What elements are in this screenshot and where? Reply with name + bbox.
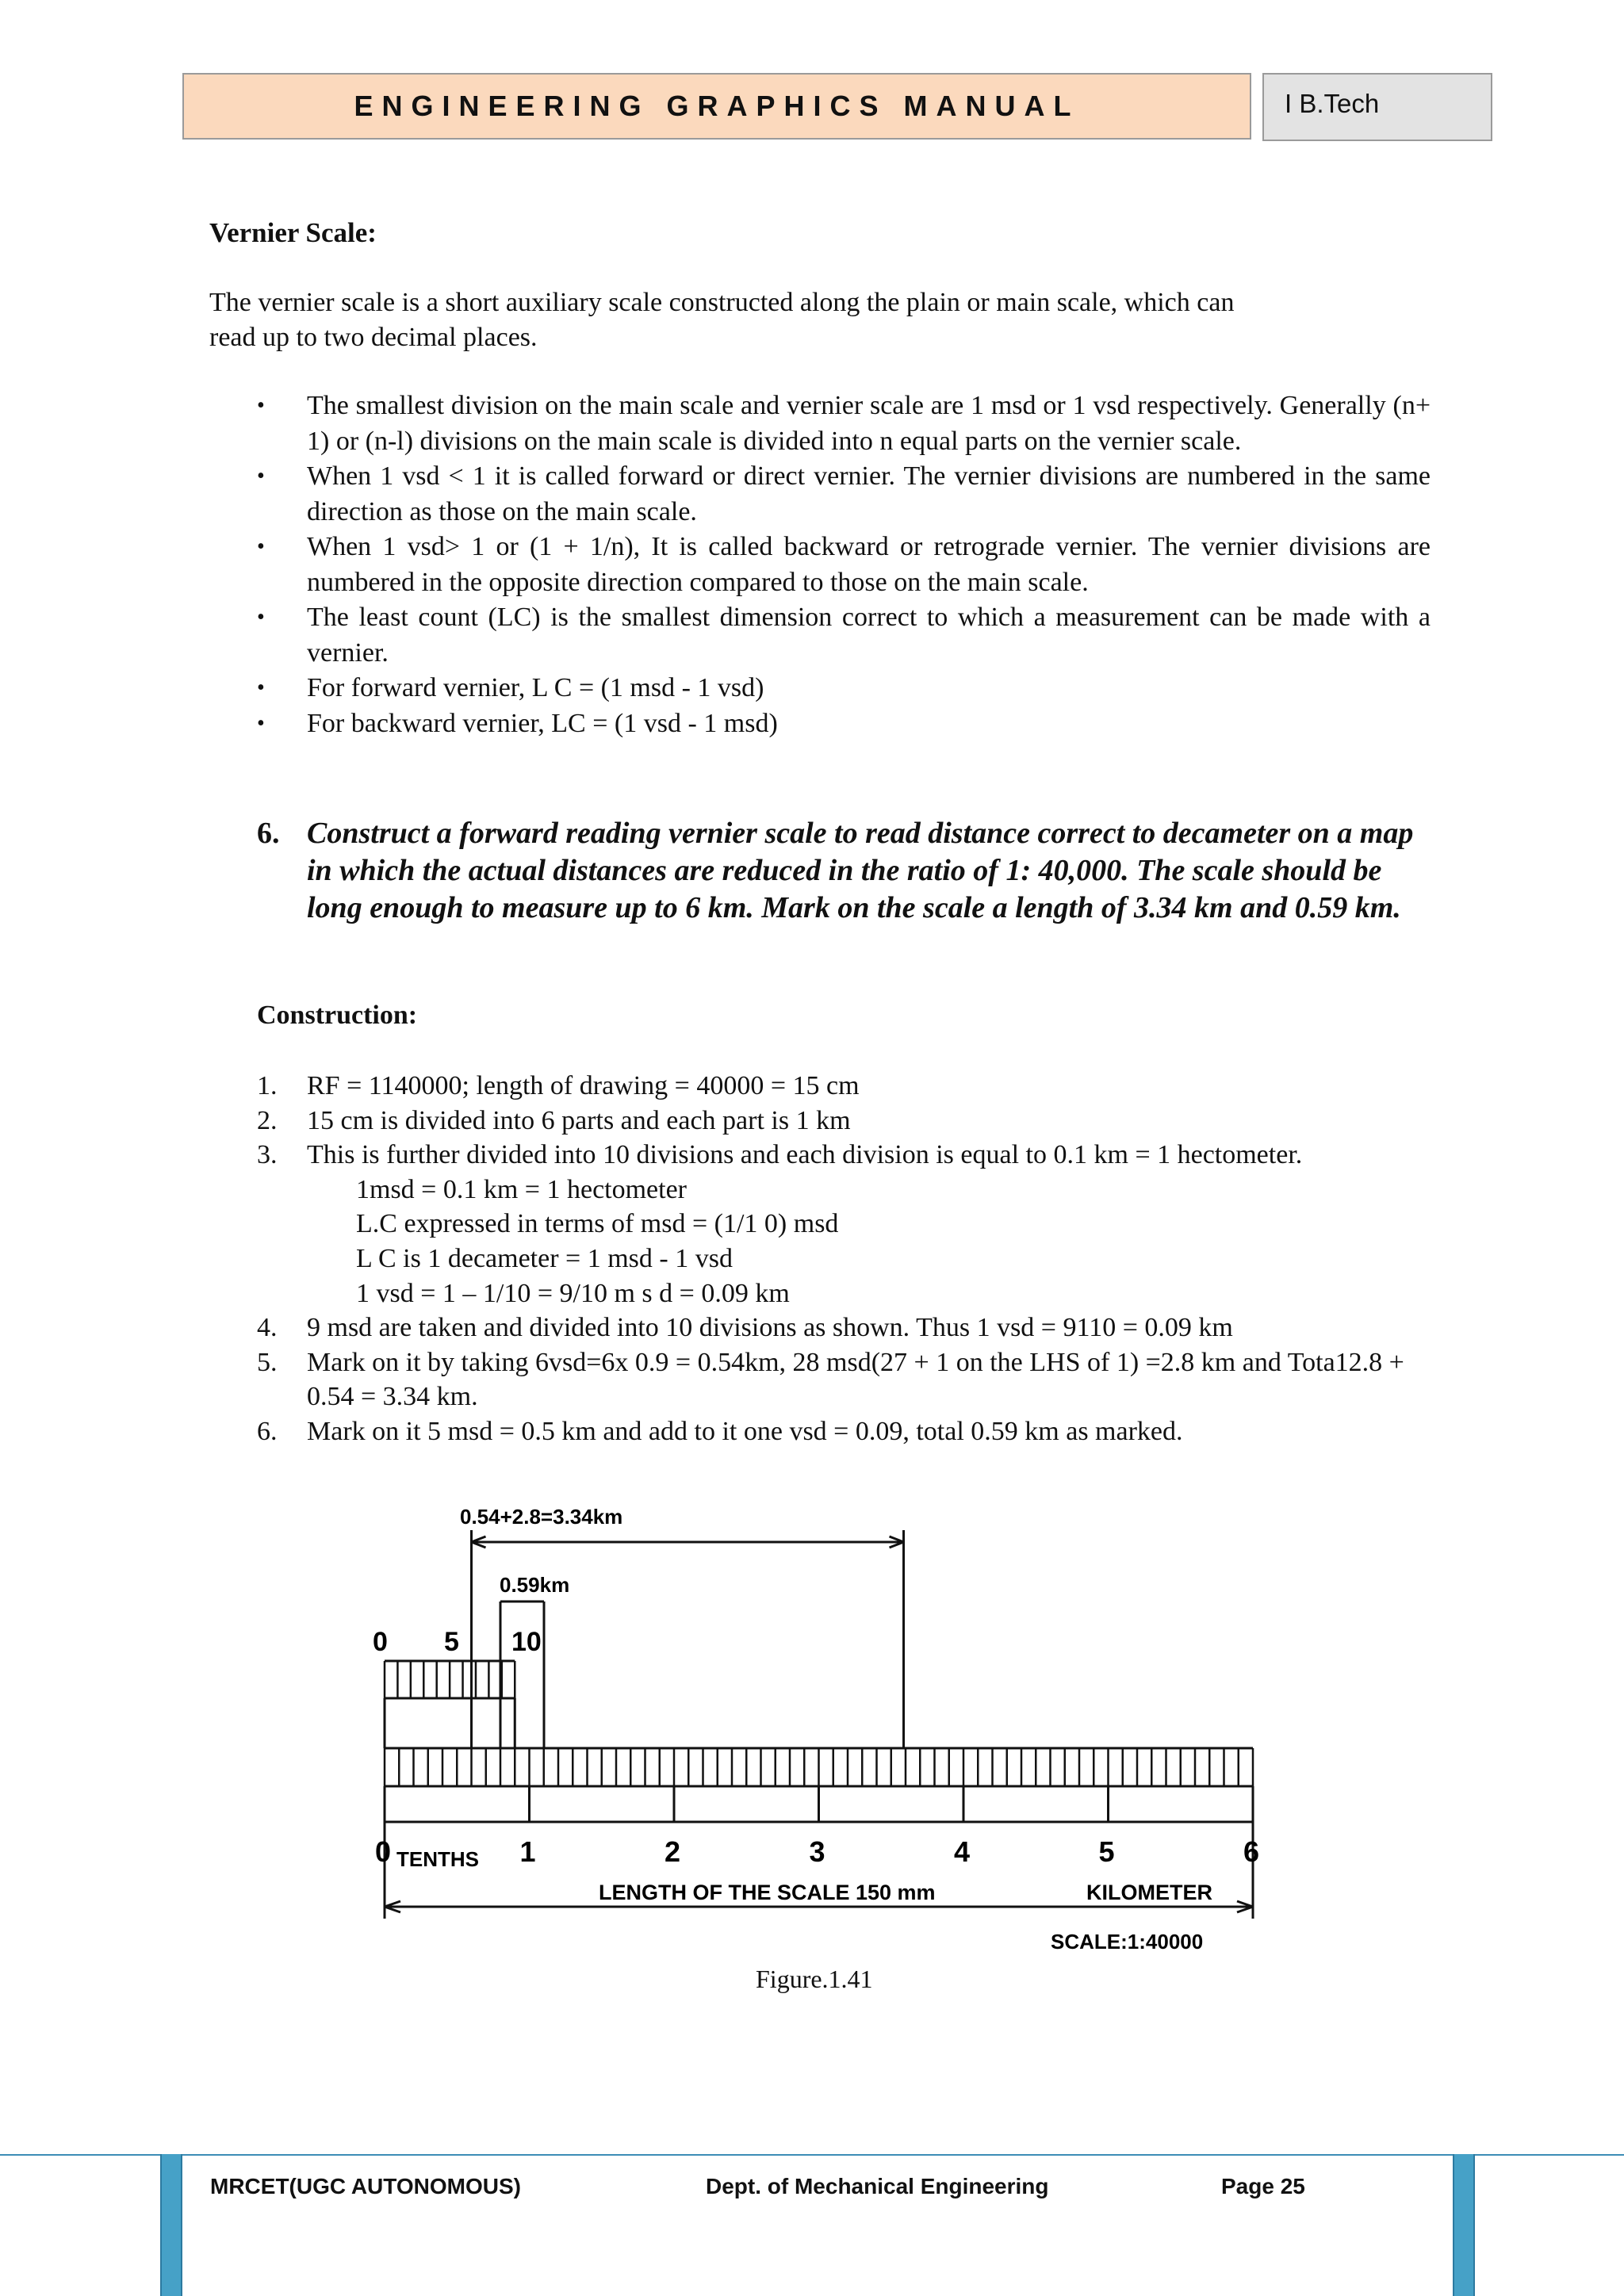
- dimension-label-334: 0.54+2.8=3.34km: [460, 1505, 623, 1529]
- construction-heading: Construction:: [257, 1001, 418, 1030]
- tenths-label: TENTHS: [396, 1847, 479, 1871]
- main-scale-label: 0: [375, 1835, 392, 1868]
- list-item: [257, 1276, 1431, 1311]
- step-number: 1.: [257, 1071, 278, 1100]
- footer-page-number: Page 25: [1221, 2174, 1305, 2198]
- step-text: 9 msd are taken and divided into 10 divisions as shown. Thus 1 vsd = 9110 = 0.09 km: [307, 1313, 1233, 1343]
- bullet-icon: •: [257, 464, 265, 488]
- bullet-icon: •: [257, 534, 265, 559]
- figure-caption: Figure.1.41: [756, 1965, 873, 1993]
- vernier-label-0: 0: [373, 1627, 388, 1657]
- unit-label: KILOMETER: [1086, 1881, 1212, 1904]
- bullet-text: The smallest division on the main scale and vernier scale are 1 msd or 1 vsd respectively. Generally (n+ 1) or (n-l) divisions on the main scale is divided into n equal parts on the vernier scale.: [307, 391, 1431, 456]
- list-item: [257, 1242, 1431, 1276]
- main-scale-label: 1: [519, 1835, 536, 1868]
- step-text: L C is 1 decameter = 1 msd - 1 vsd: [356, 1243, 733, 1273]
- list-item: [257, 1311, 1431, 1345]
- main-scale-label: 5: [1098, 1835, 1115, 1868]
- intro-line-1: The vernier scale is a short auxiliary scale constructed along the plain or main scale, which can: [209, 288, 1235, 317]
- bullet-list: [209, 388, 1431, 741]
- bullet-text: For backward vernier, LC = (1 vsd - 1 msd): [307, 708, 778, 738]
- list-item: [209, 530, 1431, 600]
- step-text: RF = 1140000; length of drawing = 40000 = 15 cm: [307, 1071, 860, 1100]
- list-item: [209, 459, 1431, 530]
- problem-number: 6.: [257, 817, 280, 850]
- intro-line-2: read up to two decimal places.: [209, 323, 538, 352]
- list-item: [209, 388, 1431, 459]
- list-item: [257, 1104, 1431, 1138]
- step-text: 1 vsd = 1 – 1/10 = 9/10 m s d = 0.09 km: [356, 1278, 790, 1308]
- footer-bar-right: [1453, 2154, 1475, 2296]
- vernier-label-5: 5: [444, 1627, 459, 1657]
- bullet-text: When 1 vsd> 1 or (1 + 1/n), It is called backward or retrograde vernier. The vernier divisions are numbered in the opposite direction compared to those on the main scale.: [307, 532, 1431, 597]
- course-tag: I B.Tech: [1262, 73, 1492, 141]
- list-item: [209, 671, 1431, 706]
- scale-ratio-label: SCALE:1:40000: [1051, 1930, 1204, 1954]
- footer-institution: MRCET(UGC AUTONOMOUS): [210, 2174, 521, 2198]
- step-number: 5.: [257, 1347, 278, 1377]
- step-text: This is further divided into 10 divisions and each division is equal to 0.1 km = 1 hectometer.: [307, 1140, 1303, 1170]
- bullet-icon: •: [257, 605, 265, 629]
- step-text: L.C expressed in terms of msd = (1/1 0) msd: [356, 1209, 839, 1239]
- vernier-scale-figure: [349, 1490, 1285, 1958]
- manual-title: ENGINEERING GRAPHICS MANUAL: [182, 73, 1251, 140]
- section-heading: Vernier Scale:: [209, 217, 377, 248]
- footer-divider: [0, 2154, 1624, 2156]
- bullet-icon: •: [257, 393, 265, 418]
- list-item: [257, 1414, 1431, 1449]
- step-text: 15 cm is divided into 6 parts and each part is 1 km: [307, 1105, 851, 1135]
- list-item: [257, 1069, 1431, 1104]
- bullet-text: The least count (LC) is the smallest dimension correct to which a measurement can be made with a vernier.: [307, 603, 1431, 668]
- step-number: 6.: [257, 1416, 278, 1446]
- problem-text: Construct a forward reading vernier scale to read distance correct to decameter on a map in which the actual distances are reduced in the ratio of 1: 40,000. The scale should be long enough to measure up to 6 km. Mark on the scale a length of 3.34 km and 0.59 km.: [307, 817, 1414, 924]
- main-scale-label: 6: [1243, 1835, 1260, 1868]
- step-number: 4.: [257, 1313, 278, 1343]
- list-item: [209, 706, 1431, 742]
- step-number: 3.: [257, 1140, 278, 1170]
- bullet-text: When 1 vsd < 1 it is called forward or direct vernier. The vernier divisions are numbered in the same direction as those on the main scale.: [307, 461, 1431, 526]
- list-item: [257, 1345, 1431, 1414]
- dimension-label-059: 0.59km: [500, 1573, 570, 1597]
- main-scale-label: 4: [954, 1835, 971, 1868]
- step-text: Mark on it 5 msd = 0.5 km and add to it one vsd = 0.09, total 0.59 km as marked.: [307, 1416, 1183, 1446]
- bullet-text: For forward vernier, L C = (1 msd - 1 vsd): [307, 673, 764, 702]
- main-scale-label: 2: [665, 1835, 681, 1868]
- construction-steps: [257, 1069, 1431, 1449]
- list-item: [209, 600, 1431, 671]
- step-text: Mark on it by taking 6vsd=6x 0.9 = 0.54km, 28 msd(27 + 1 on the LHS of 1) =2.8 km and Tota12.8 + 0.54 = 3.34 km.: [307, 1347, 1404, 1412]
- scale-length-label: LENGTH OF THE SCALE 150 mm: [599, 1881, 936, 1904]
- step-number: 2.: [257, 1105, 278, 1135]
- bullet-icon: •: [257, 675, 265, 700]
- list-item: [257, 1207, 1431, 1242]
- footer-bar-left: [160, 2154, 182, 2296]
- list-item: [257, 1138, 1431, 1173]
- bullet-icon: •: [257, 710, 265, 736]
- intro-paragraph: [209, 285, 1367, 355]
- step-text: 1msd = 0.1 km = 1 hectometer: [356, 1174, 687, 1204]
- problem-statement: [257, 815, 1431, 927]
- main-scale-label: 3: [809, 1835, 825, 1868]
- list-item: [257, 1173, 1431, 1207]
- vernier-label-10: 10: [511, 1627, 542, 1657]
- footer-department: Dept. of Mechanical Engineering: [706, 2174, 1049, 2198]
